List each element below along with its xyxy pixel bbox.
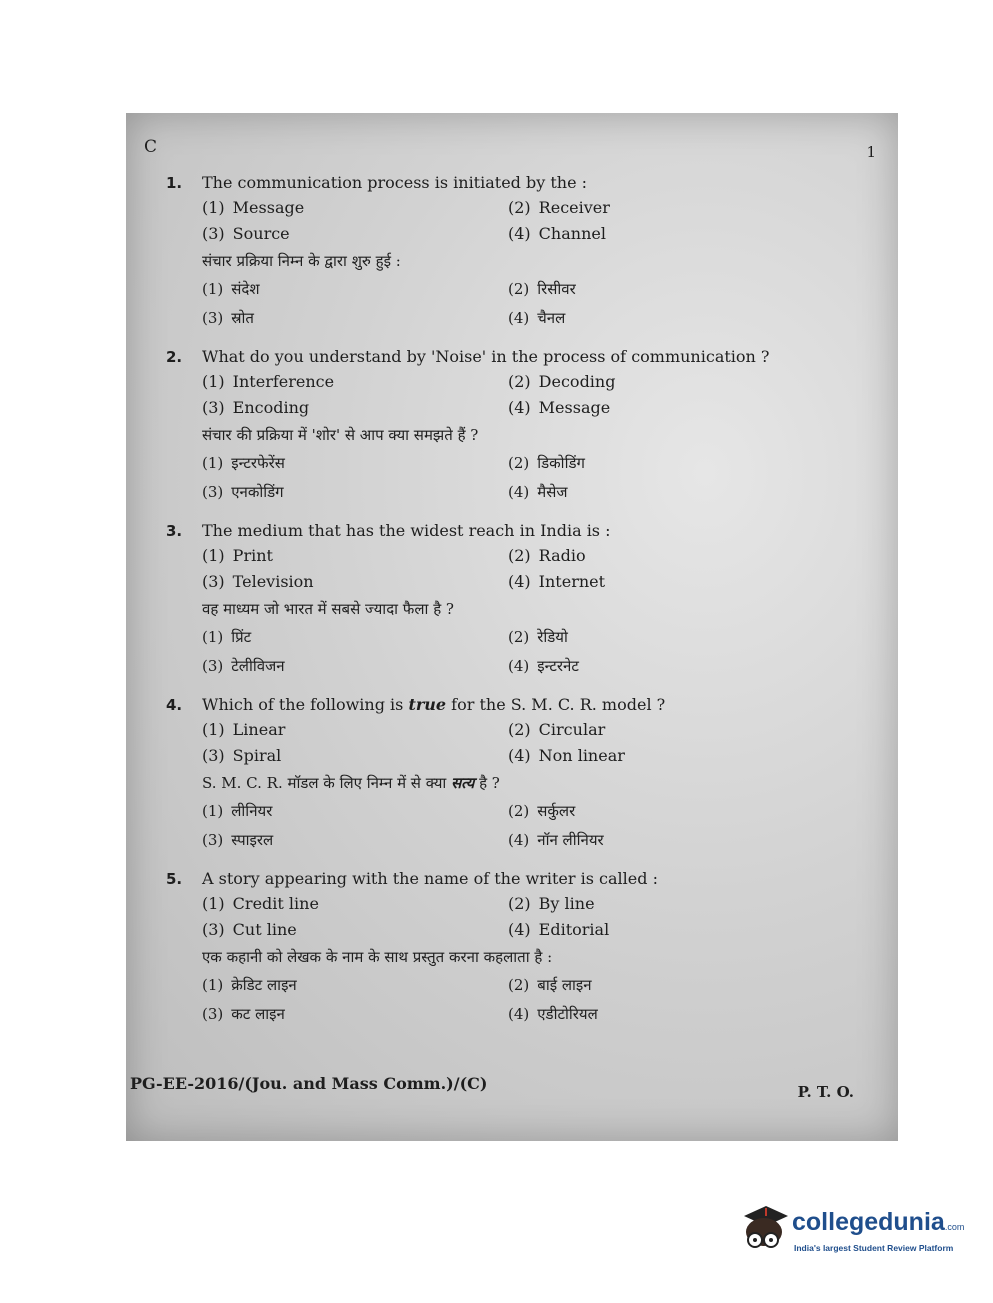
- option-2-hindi: (2) बाई लाइन: [508, 976, 592, 994]
- graduate-mascot-icon: [738, 1202, 790, 1256]
- question-number: 1.: [166, 174, 183, 192]
- option-list: [202, 195, 866, 247]
- brand-tagline: India's largest Student Review Platform: [794, 1243, 954, 1253]
- option-3-hindi: (3) कट लाइन: [202, 1005, 285, 1023]
- option-1-hindi: (1) लीनियर: [202, 802, 273, 820]
- question-text-hindi: संचार प्रक्रिया निम्न के द्वारा शुरु हुई :: [202, 252, 401, 270]
- option-2: (2) Circular: [508, 720, 606, 739]
- emphasis-true-hindi: सत्य: [451, 774, 475, 792]
- option-list-hindi: [202, 971, 866, 1029]
- option-4: (4) Message: [508, 398, 611, 417]
- option-1: (1) Print: [202, 546, 273, 565]
- option-4: (4) Channel: [508, 224, 606, 243]
- option-1-hindi: (1) प्रिंट: [202, 628, 252, 646]
- question-4: [166, 693, 866, 855]
- question-number: 4.: [166, 696, 183, 714]
- option-3-hindi: (3) स्रोत: [202, 309, 254, 327]
- option-2-hindi: (2) डिकोडिंग: [508, 454, 585, 472]
- question-text: A story appearing with the name of the writer is called :: [202, 869, 658, 888]
- question-text-hindi: वह माध्यम जो भारत में सबसे ज्यादा फैला है ?: [202, 600, 454, 618]
- option-4: (4) Non linear: [508, 746, 625, 765]
- question-number: 2.: [166, 348, 183, 366]
- option-4-hindi: (4) इन्टरनेट: [508, 657, 579, 675]
- question-text: The medium that has the widest reach in India is :: [202, 521, 611, 540]
- option-1: (1) Linear: [202, 720, 286, 739]
- question-list: [166, 171, 866, 1041]
- option-4-hindi: (4) चैनल: [508, 309, 566, 327]
- option-2: (2) Radio: [508, 546, 586, 565]
- option-3: (3) Cut line: [202, 920, 297, 939]
- option-3-hindi: (3) एनकोडिंग: [202, 483, 284, 501]
- option-3-hindi: (3) स्पाइरल: [202, 831, 274, 849]
- option-2: (2) By line: [508, 894, 595, 913]
- option-1: (1) Message: [202, 198, 305, 217]
- option-4: (4) Editorial: [508, 920, 610, 939]
- question-text: The communication process is initiated by the :: [202, 173, 588, 192]
- option-list: [202, 891, 866, 943]
- question-3: [166, 519, 866, 681]
- option-list: [202, 369, 866, 421]
- option-2-hindi: (2) सर्कुलर: [508, 802, 576, 820]
- option-3-hindi: (3) टेलीविजन: [202, 657, 285, 675]
- question-1: [166, 171, 866, 333]
- option-list: [202, 717, 866, 769]
- option-1-hindi: (1) क्रेडिट लाइन: [202, 976, 297, 994]
- question-2: [166, 345, 866, 507]
- option-list: [202, 543, 866, 595]
- option-1-hindi: (1) इन्टरफेरेंस: [202, 454, 285, 472]
- option-3: (3) Spiral: [202, 746, 282, 765]
- page-number: 1: [866, 143, 876, 161]
- question-text: What do you understand by 'Noise' in the process of communication ?: [202, 347, 770, 366]
- option-list-hindi: [202, 623, 866, 681]
- brand-name: collegedunia.com: [792, 1208, 965, 1236]
- option-1: (1) Credit line: [202, 894, 319, 913]
- option-4-hindi: (4) मैसेज: [508, 483, 568, 501]
- option-4-hindi: (4) नॉन लीनियर: [508, 831, 604, 849]
- emphasis-true: true: [408, 695, 447, 714]
- option-1: (1) Interference: [202, 372, 335, 391]
- option-1-hindi: (1) संदेश: [202, 280, 260, 298]
- question-text-hindi: S. M. C. R. मॉडल के लिए निम्न में से क्या सत्य है ?: [202, 774, 500, 792]
- question-number: 5.: [166, 870, 183, 888]
- option-3: (3) Encoding: [202, 398, 310, 417]
- question-number: 3.: [166, 522, 183, 540]
- option-2: (2) Decoding: [508, 372, 616, 391]
- question-text-hindi: एक कहानी को लेखक के नाम के साथ प्रस्तुत करना कहलाता है :: [202, 948, 553, 966]
- option-4-hindi: (4) एडीटोरियल: [508, 1005, 598, 1023]
- option-list-hindi: [202, 449, 866, 507]
- set-code: C: [144, 137, 158, 157]
- question-text-hindi: संचार की प्रक्रिया में 'शोर' से आप क्या समझते हैं ?: [202, 426, 479, 444]
- exam-page: [126, 113, 898, 1141]
- option-list-hindi: [202, 275, 866, 333]
- paper-code: PG-EE-2016/(Jou. and Mass Comm.)/(C): [130, 1074, 488, 1093]
- option-list-hindi: [202, 797, 866, 855]
- brand-dotcom: .com: [944, 1222, 965, 1232]
- option-2: (2) Receiver: [508, 198, 610, 217]
- question-5: [166, 867, 866, 1029]
- option-3: (3) Source: [202, 224, 290, 243]
- collegedunia-logo: [734, 1196, 964, 1266]
- option-2-hindi: (2) रिसीवर: [508, 280, 576, 298]
- option-4: (4) Internet: [508, 572, 606, 591]
- question-text: Which of the following is true for the S. M. C. R. model ?: [202, 695, 666, 714]
- option-2-hindi: (2) रेडियो: [508, 628, 568, 646]
- pto-label: P. T. O.: [797, 1083, 854, 1101]
- option-3: (3) Television: [202, 572, 314, 591]
